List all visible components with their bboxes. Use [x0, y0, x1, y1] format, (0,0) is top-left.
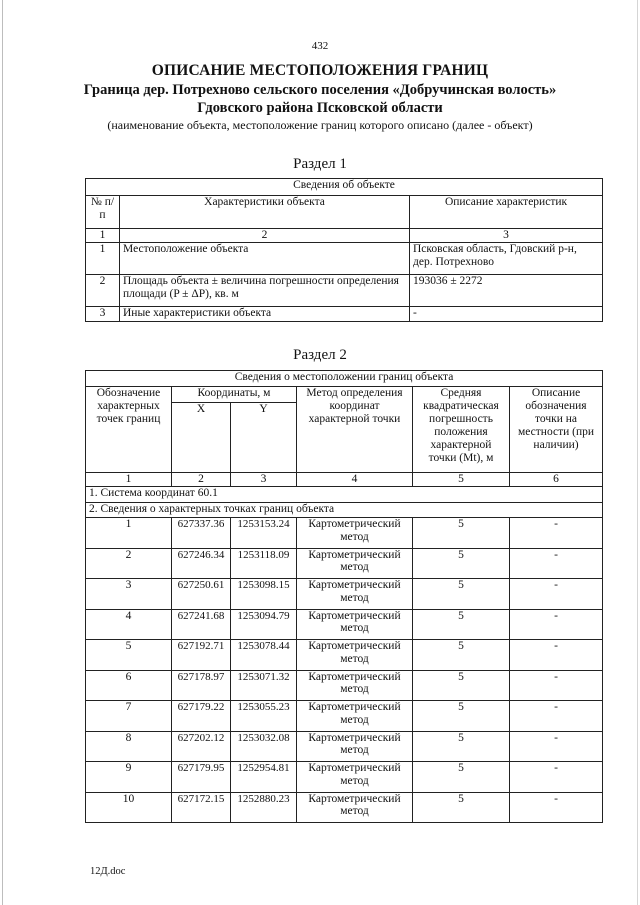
header-y: Y: [231, 403, 297, 473]
row-description: -: [410, 307, 603, 322]
scan-edge-left: [2, 0, 3, 905]
cell-x: 627172.15: [172, 792, 231, 823]
cell-accuracy: 5: [413, 640, 510, 671]
table-row: [86, 307, 603, 322]
cell-y: 1253094.79: [231, 609, 297, 640]
cell-point-description: -: [510, 731, 603, 762]
cell-y: 1253071.32: [231, 670, 297, 701]
cell-x: 627179.95: [172, 762, 231, 793]
cell-x: 627250.61: [172, 579, 231, 610]
table-row: [86, 548, 603, 579]
cell-point-description: -: [510, 792, 603, 823]
table-row: [86, 670, 603, 701]
cell-point-description: -: [510, 670, 603, 701]
header-point-description: Описание обозначения точки на местности (при наличии): [510, 387, 603, 473]
cell-point-description: -: [510, 518, 603, 549]
table-row: [86, 792, 603, 823]
cell-x: 627192.71: [172, 640, 231, 671]
header-method: Метод определения координат характерной точки: [297, 387, 413, 473]
cell-point-description: -: [510, 640, 603, 671]
page-number: 432: [311, 40, 329, 52]
cell-method: Картометрический метод: [297, 731, 413, 762]
cell-y: 1252880.23: [231, 792, 297, 823]
header-number-cell: 2: [172, 473, 231, 487]
cell-point: 5: [86, 640, 172, 671]
boundary-points-table: [85, 370, 603, 823]
cell-method: Картометрический метод: [297, 670, 413, 701]
boundary-table-caption: Сведения о местоположении границ объекта: [86, 371, 603, 387]
row-characteristic: Местоположение объекта: [120, 243, 410, 275]
cell-y: 1253098.15: [231, 579, 297, 610]
header-x: X: [172, 403, 231, 473]
cell-y: 1253055.23: [231, 701, 297, 732]
row-num: 1: [86, 243, 120, 275]
cell-accuracy: 5: [413, 609, 510, 640]
row-characteristic: Иные характеристики объекта: [120, 307, 410, 322]
cell-y: 1252954.81: [231, 762, 297, 793]
cell-accuracy: 5: [413, 579, 510, 610]
row-num: 2: [86, 275, 120, 307]
cell-point-description: -: [510, 609, 603, 640]
table-row: [86, 640, 603, 671]
cell-point-description: -: [510, 701, 603, 732]
table-row: [86, 762, 603, 793]
header-characteristic: Характеристики объекта: [120, 196, 410, 229]
header-number-cell: 5: [413, 473, 510, 487]
cell-y: 1253032.08: [231, 731, 297, 762]
scan-edge-right: [637, 0, 638, 905]
header-number-cell: 3: [231, 473, 297, 487]
table-row: [86, 701, 603, 732]
header-number-cell: 4: [297, 473, 413, 487]
cell-point: 2: [86, 548, 172, 579]
cell-accuracy: 5: [413, 731, 510, 762]
points-body: [86, 518, 603, 823]
cell-x: 627337.36: [172, 518, 231, 549]
cell-y: 1253153.24: [231, 518, 297, 549]
row-num: 3: [86, 307, 120, 322]
header-number-cell: 3: [410, 229, 603, 243]
document-title: ОПИСАНИЕ МЕСТОПОЛОЖЕНИЯ ГРАНИЦ: [151, 62, 489, 79]
cell-method: Картометрический метод: [297, 792, 413, 823]
cell-point: 6: [86, 670, 172, 701]
document-subtitle-line-2: Гдовского района Псковской области: [197, 100, 443, 116]
header-description: Описание характеристик: [410, 196, 603, 229]
document-subtitle-line-1: Граница дер. Потрехново сельского поселения «Добручинская волость»: [83, 82, 557, 98]
cell-method: Картометрический метод: [297, 518, 413, 549]
header-accuracy: Средняя квадратическая погрешность положения характерной точки (Mt), м: [413, 387, 510, 473]
header-number-cell: 6: [510, 473, 603, 487]
object-info-table: [85, 178, 603, 322]
coordinate-system-line: 1. Система координат 60.1: [86, 487, 603, 503]
section-1-title: Раздел 1: [293, 156, 347, 172]
cell-point-description: -: [510, 762, 603, 793]
points-info-line: 2. Сведения о характерных точках границ объекта: [86, 503, 603, 518]
header-number-cell: 1: [86, 473, 172, 487]
cell-point-description: -: [510, 548, 603, 579]
section-2-title: Раздел 2: [293, 347, 347, 363]
cell-method: Картометрический метод: [297, 579, 413, 610]
cell-x: 627241.68: [172, 609, 231, 640]
cell-point: 8: [86, 731, 172, 762]
cell-point: 4: [86, 609, 172, 640]
cell-point: 10: [86, 792, 172, 823]
row-characteristic: Площадь объекта ± величина погрешности определения площади (P ± ΔP), кв. м: [120, 275, 410, 307]
cell-point: 7: [86, 701, 172, 732]
cell-method: Картометрический метод: [297, 640, 413, 671]
cell-x: 627178.97: [172, 670, 231, 701]
header-point: Обозначение характерных точек границ: [86, 387, 172, 473]
header-number-cell: 1: [86, 229, 120, 243]
object-description-note: (наименование объекта, местоположение границ которого описано (далее - объект): [107, 118, 533, 132]
row-description: 193036 ± 2272: [410, 275, 603, 307]
table-row: [86, 579, 603, 610]
table-row: [86, 609, 603, 640]
footer-filename: 12Д.doc: [90, 866, 126, 877]
cell-method: Картометрический метод: [297, 762, 413, 793]
cell-point: 3: [86, 579, 172, 610]
cell-accuracy: 5: [413, 792, 510, 823]
cell-y: 1253078.44: [231, 640, 297, 671]
table-row: [86, 243, 603, 275]
cell-method: Картометрический метод: [297, 609, 413, 640]
cell-point: 9: [86, 762, 172, 793]
header-number-cell: 2: [120, 229, 410, 243]
row-description: Псковская область, Гдовский р-н, дер. Потрехново: [410, 243, 603, 275]
header-coordinates: Координаты, м: [172, 387, 297, 403]
cell-x: 627179.22: [172, 701, 231, 732]
cell-method: Картометрический метод: [297, 548, 413, 579]
cell-accuracy: 5: [413, 670, 510, 701]
cell-accuracy: 5: [413, 701, 510, 732]
cell-method: Картометрический метод: [297, 701, 413, 732]
cell-x: 627246.34: [172, 548, 231, 579]
header-num: № п/п: [86, 196, 120, 229]
cell-point: 1: [86, 518, 172, 549]
table-row: [86, 731, 603, 762]
cell-y: 1253118.09: [231, 548, 297, 579]
cell-accuracy: 5: [413, 518, 510, 549]
table-row: [86, 518, 603, 549]
cell-point-description: -: [510, 579, 603, 610]
object-info-caption: Сведения об объекте: [86, 179, 603, 196]
cell-x: 627202.12: [172, 731, 231, 762]
cell-accuracy: 5: [413, 762, 510, 793]
table-row: [86, 275, 603, 307]
cell-accuracy: 5: [413, 548, 510, 579]
